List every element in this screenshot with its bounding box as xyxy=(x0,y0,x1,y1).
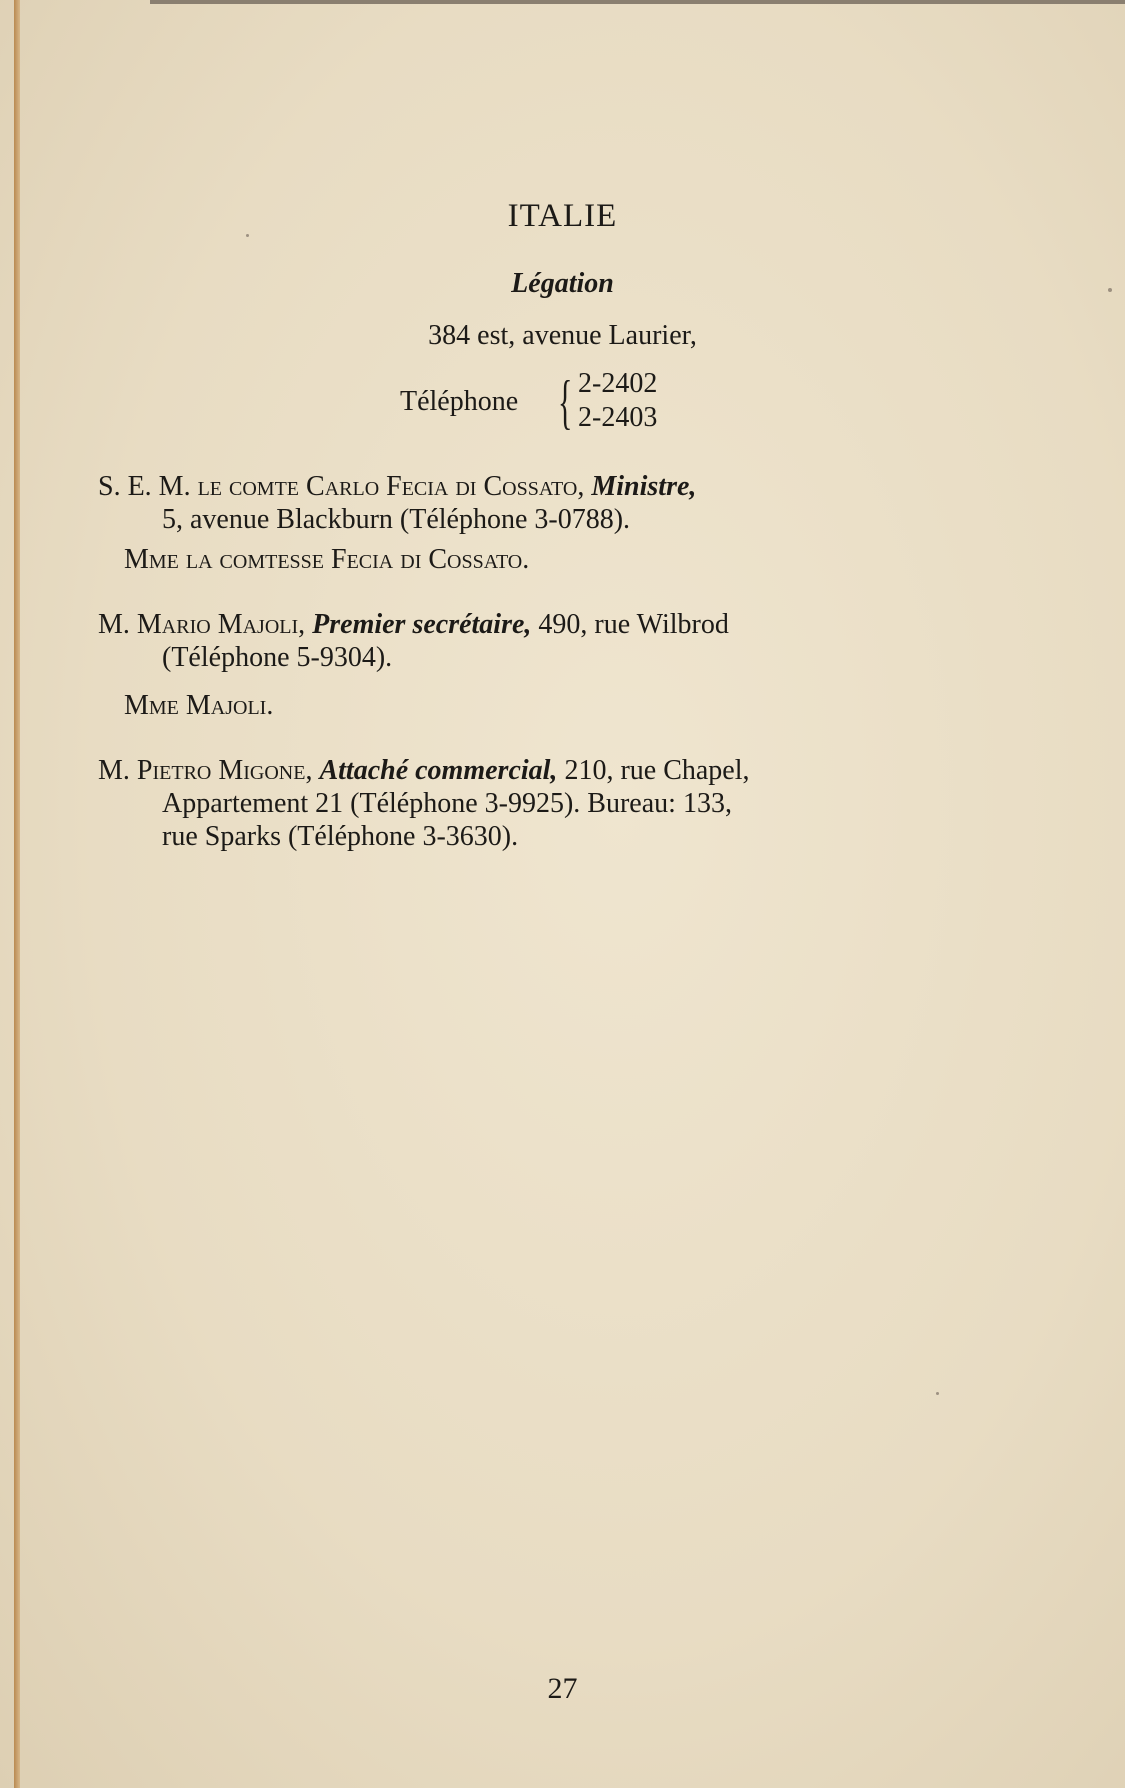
entry-line xyxy=(98,470,998,503)
page-top-edge xyxy=(150,0,1125,4)
legation-address: 384 est, avenue Laurier, xyxy=(428,320,697,351)
entry-title: Ministre, xyxy=(591,471,697,502)
paper-speck xyxy=(246,234,249,237)
page-title: ITALIE xyxy=(507,198,618,234)
phone-number-2: 2-2403 xyxy=(578,402,658,433)
entry-name: le comte Carlo Fecia di Cossato, xyxy=(197,471,585,502)
entry-spouse: Mme Majoli. xyxy=(124,690,274,721)
entry-prefix: S. E. M. xyxy=(98,471,191,502)
entry-address: 490, rue Wilbrod xyxy=(538,609,729,640)
entry-name: Pietro Migone, xyxy=(136,755,313,786)
entry-title: Premier secrétaire, xyxy=(312,609,532,640)
brace-icon: { xyxy=(558,369,573,435)
legation-phone-block xyxy=(400,368,720,438)
entry-line: Appartement 21 (Téléphone 3-9925). Bureau: 133, xyxy=(162,788,732,819)
page-number: 27 xyxy=(547,1672,578,1705)
paper-speck xyxy=(1108,288,1112,292)
entry-title: Attaché commercial, xyxy=(319,755,558,786)
directory-entry xyxy=(98,608,998,674)
entry-prefix: M. xyxy=(98,609,130,640)
section-subtitle: Légation xyxy=(511,268,614,299)
entry-line: 5, avenue Blackburn (Téléphone 3-0788). xyxy=(162,504,631,535)
paper-speck xyxy=(936,1392,939,1395)
phone-label: Téléphone xyxy=(400,386,519,417)
entry-address: 210, rue Chapel, xyxy=(564,755,750,786)
entry-line xyxy=(98,754,998,787)
entry-line: rue Sparks (Téléphone 3-3630). xyxy=(162,821,519,852)
directory-entry xyxy=(98,470,998,536)
entry-line: (Téléphone 5-9304). xyxy=(162,642,393,673)
phone-number-1: 2-2402 xyxy=(578,368,658,399)
entry-spouse: Mme la comtesse Fecia di Cossato. xyxy=(124,544,530,575)
entry-line xyxy=(98,608,998,641)
entry-prefix: M. xyxy=(98,755,130,786)
entry-name: Mario Majoli, xyxy=(136,609,306,640)
directory-entry xyxy=(98,754,998,853)
